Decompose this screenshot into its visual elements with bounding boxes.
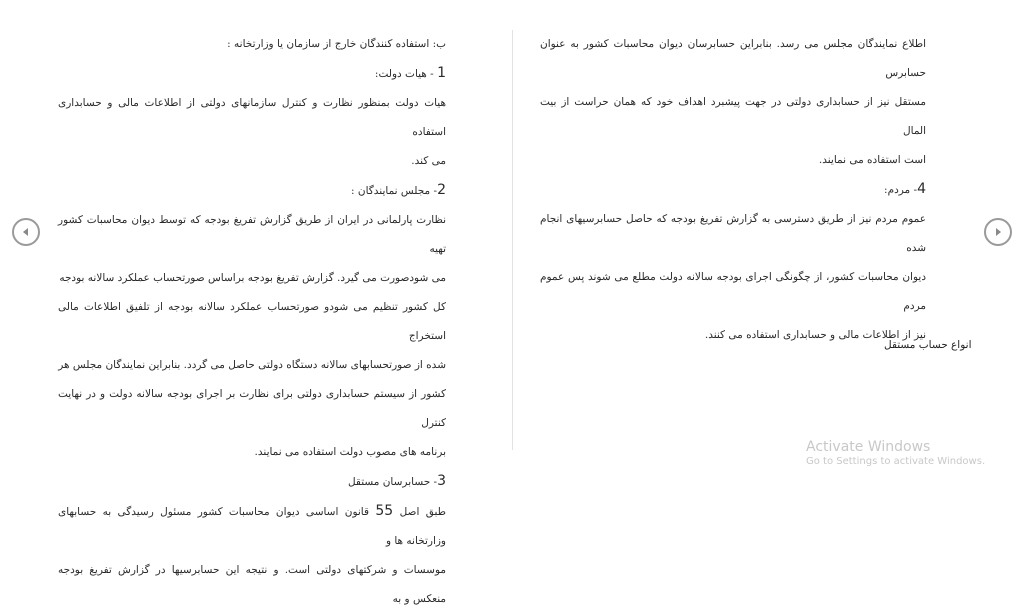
text-line (540, 175, 926, 205)
line-text: - هیات دولت: (374, 68, 438, 80)
watermark-line-1: Activate Windows (806, 439, 931, 455)
section-title: انواع حساب مستقل (884, 339, 972, 351)
right-page-text (540, 30, 926, 350)
item-number: 3 (437, 473, 446, 489)
line-text: - مردم: (884, 184, 918, 196)
text-line (58, 351, 446, 380)
watermark-line-2: Go to Settings to activate Windows. (806, 456, 986, 467)
line-text: دیوان محاسبات کشور، از چگونگی اجرای بودجه سالانه دولت مطلع می شوند پس عموم مردم (540, 271, 926, 312)
line-text: ب: استفاده کنندگان خارج از سازمان یا وزارتخانه : (227, 38, 446, 50)
text-line (58, 438, 446, 467)
text-line (58, 293, 446, 351)
line-text: اطلاع نمایندگان مجلس می رسد. بنابراین حسابرسان دیوان محاسبات کشور به عنوان حسابرس (540, 38, 926, 79)
text-line (58, 206, 446, 264)
text-line (58, 30, 446, 59)
text-line (58, 497, 446, 556)
text-line (58, 59, 446, 89)
chevron-left-icon (20, 226, 32, 238)
item-number: 1 (437, 65, 446, 81)
left-page-text (58, 30, 446, 614)
line-text-continued: قانون اساسی دیوان محاسبات کشور مسئول رسیدگی به حسابهای وزارتخانه ها و (58, 506, 446, 547)
line-text: کل کشور تنظیم می شودو صورتحساب عملکرد سالانه بودجه از تلفیق اطلاعات مالی استخراج (58, 301, 446, 342)
line-text: شده از صورتحسابهای سالانه دستگاه دولتی حاصل می گردد. بنابراین نمایندگان مجلس هر (58, 359, 446, 371)
line-text: - حسابرسان مستقل (347, 476, 438, 488)
line-text: طبق اصل (393, 506, 446, 518)
line-text: نیز از اطلاعات مالی و حسابداری استفاده می کنند. (704, 329, 926, 341)
text-line (540, 146, 926, 175)
chevron-right-icon (992, 226, 1004, 238)
line-text: برنامه های مصوب دولت استفاده می نمایند. (254, 446, 446, 458)
line-text: می شودصورت می گیرد. گزارش تفریغ بودجه براساس صورتحساب عملکرد سالانه بودجه (59, 272, 446, 284)
line-text: نظارت پارلمانی در ایران از طریق گزارش تفریغ بودجه که توسط دیوان محاسبات کشور تهیه (58, 214, 446, 255)
previous-page-button[interactable] (12, 218, 40, 246)
line-text: هیات دولت بمنظور نظارت و کنترل سازمانهای دولتی از اطلاعات مالی و حسابداری استفاده (58, 97, 446, 138)
line-text: موسسات و شرکتهای دولتی است. و نتیجه این حسابرسیها در گزارش تفریغ بودجه منعکس و به (58, 564, 446, 605)
text-line (540, 30, 926, 88)
line-text: مستقل نیز از حسابداری دولتی در جهت پیشبرد اهداف خود که همان حراست از بیت المال (540, 96, 926, 137)
line-text: - مجلس نمایندگان : (351, 185, 438, 197)
next-page-button[interactable] (984, 218, 1012, 246)
inline-number: 55 (375, 503, 394, 519)
text-line (58, 380, 446, 438)
text-line (58, 264, 446, 293)
line-text: عموم مردم نیز از طریق دسترسی به گزارش تفریغ بودجه که حاصل حسابرسیهای انجام شده (540, 213, 926, 254)
activation-watermark (806, 438, 985, 468)
line-text: کشور از سیستم حسابداری دولتی برای نظارت بر اجرای بودجه سالانه دولت و در نهایت کنترل (58, 388, 446, 429)
text-line (58, 467, 446, 497)
text-line (58, 556, 446, 614)
line-text: می کند. (411, 155, 446, 167)
text-line (540, 205, 926, 263)
item-number: 2 (437, 182, 446, 198)
text-line (540, 321, 926, 350)
page-divider (512, 30, 513, 450)
line-text: است استفاده می نمایند. (818, 154, 926, 166)
text-line (540, 88, 926, 146)
text-line (58, 89, 446, 147)
text-line (58, 176, 446, 206)
text-line (540, 263, 926, 321)
item-number: 4 (917, 181, 926, 197)
text-line (58, 147, 446, 176)
